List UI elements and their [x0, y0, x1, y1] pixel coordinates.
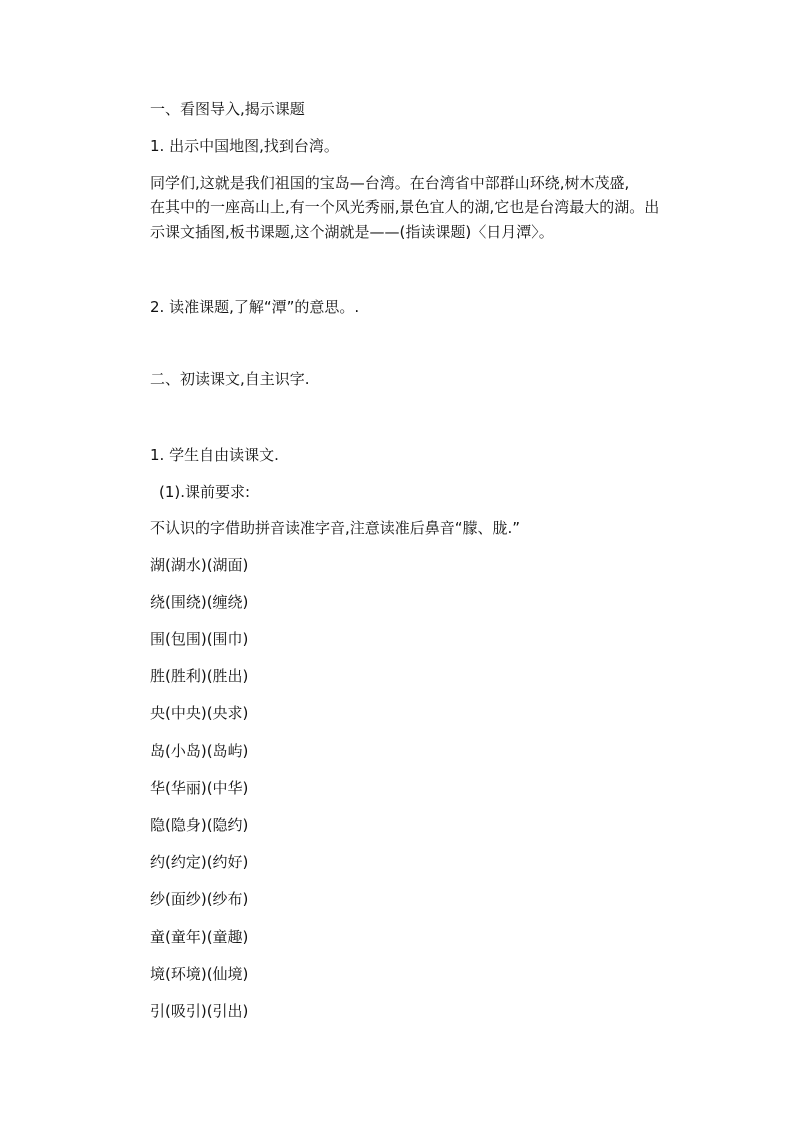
section-heading-2: 二、初读课文,自主识字.: [150, 370, 310, 388]
list-item-read-title: 2. 读准课题,了解“潭”的意思。.: [150, 298, 360, 316]
vocab-item: 纱(面纱)(纱布): [150, 890, 249, 908]
vocab-item: 央(中央)(央求): [150, 704, 249, 722]
list-item-show-map: 1. 出示中国地图,找到台湾。: [150, 137, 339, 155]
sub-item-requirements: (1).课前要求:: [159, 483, 251, 501]
vocab-item: 约(约定)(约好): [150, 853, 249, 871]
paragraph-line-3: 示课文插图,板书课题,这个湖就是——(指读课题)〈日月潭〉。: [150, 223, 554, 241]
paragraph-line-1: 同学们,这就是我们祖国的宝岛—台湾。在台湾省中部群山环绕,树木茂盛,: [150, 174, 630, 192]
vocab-item: 隐(隐身)(隐约): [150, 816, 249, 834]
list-item-free-reading: 1. 学生自由读课文.: [150, 446, 279, 464]
instruction-text: 不认识的字借助拼音读准字音,注意读准后鼻音“朦、胧.”: [150, 519, 521, 537]
paragraph-line-2: 在其中的一座高山上,有一个风光秀丽,景色宜人的湖,它也是台湾最大的湖。出: [150, 198, 660, 216]
vocab-item: 华(华丽)(中华): [150, 779, 249, 797]
vocab-item: 湖(湖水)(湖面): [150, 556, 249, 574]
vocab-item: 童(童年)(童趣): [150, 928, 249, 946]
vocab-item: 岛(小岛)(岛屿): [150, 742, 249, 760]
section-heading-1: 一、看图导入,揭示课题: [150, 100, 305, 118]
vocab-item: 胜(胜利)(胜出): [150, 667, 249, 685]
vocab-item: 境(环境)(仙境): [150, 965, 249, 983]
vocab-item: 围(包围)(围巾): [150, 630, 249, 648]
vocab-item: 绕(围绕)(缠绕): [150, 593, 249, 611]
vocab-item: 引(吸引)(引出): [150, 1002, 249, 1020]
